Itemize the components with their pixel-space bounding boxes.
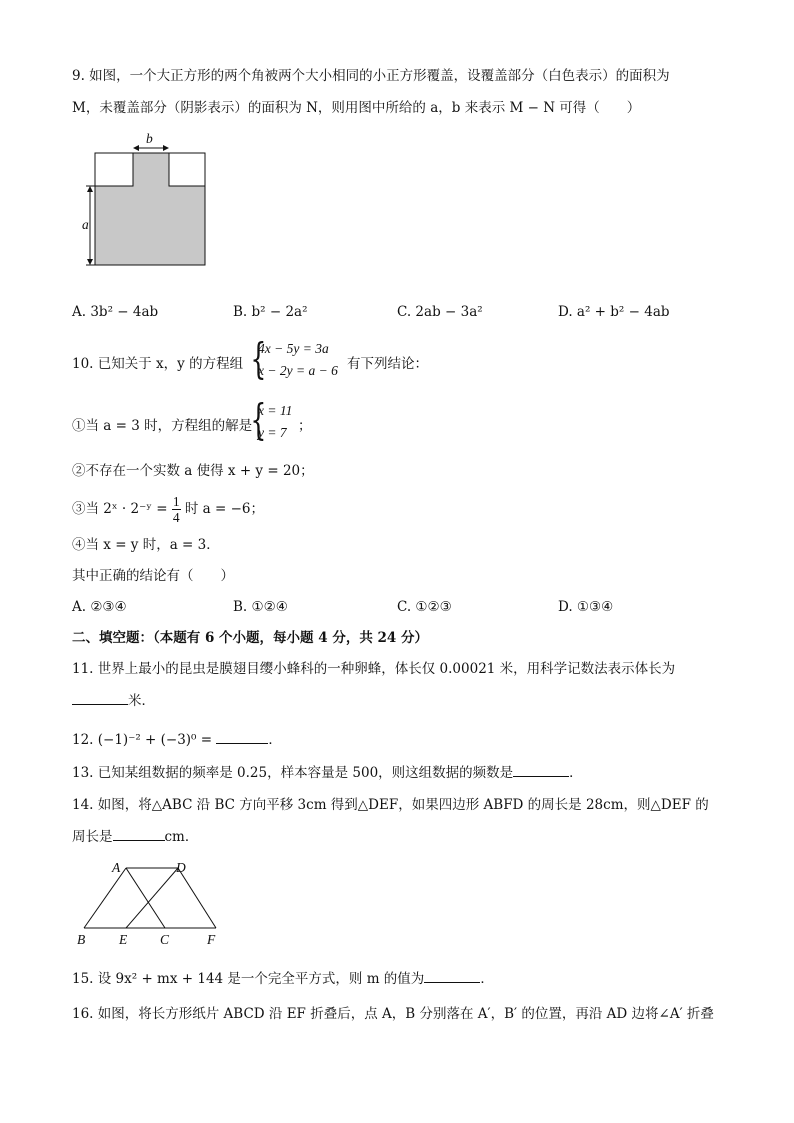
q10-c1-brace: { (250, 395, 267, 444)
q9-option-b: B. b² − 2a² (233, 304, 308, 320)
q10-stem-suffix: 有下列结论： (347, 356, 428, 372)
q10-c1-suffix: ； (298, 418, 312, 434)
q10-option-d: D. ①③④ (558, 599, 614, 615)
q9-stem-line1: 9. 如图，一个大正方形的两个角被两个大小相同的小正方形覆盖，设覆盖部分（白色表示）的面积为 (72, 68, 670, 84)
q10-option-c: C. ①②③ (397, 599, 452, 615)
q15-prefix: 15. 设 9x² + mx + 144 是一个完全平方式，则 m 的值为 (72, 971, 425, 987)
section-2-heading: 二、填空题：（本题有 6 个小题，每小题 4 分，共 24 分） (72, 630, 429, 646)
q10-eq1: 4x − 5y = 3a (258, 341, 329, 356)
q14-line1: 14. 如图，将△ABC 沿 BC 方向平移 3cm 得到△DEF，如果四边形 ABFD 的周长是 28cm，则△DEF 的 (72, 797, 709, 813)
q11-line2-suffix: 米． (128, 693, 155, 709)
q10-c3-numerator: 1 (172, 494, 180, 509)
q14-label-C: C (160, 932, 170, 947)
q10-c3-prefix: ③当 2ˣ · 2⁻ʸ = (72, 501, 168, 517)
q14-answer-blank[interactable] (113, 826, 165, 841)
q13-suffix: ． (569, 765, 583, 781)
q13-prefix: 13. 已知某组数据的频率是 0.25，样本容量是 500，则这组数据的频数是 (72, 765, 514, 781)
q10-stem-prefix: 10. 已知关于 x，y 的方程组 (72, 356, 244, 372)
q9-option-d: D. a² + b² − 4ab (558, 304, 670, 320)
q14-line2-prefix: 周长是 (72, 829, 113, 845)
q14-label-F: F (207, 932, 216, 947)
q10-conclusion-2: ②不存在一个实数 a 使得 x + y = 20； (72, 463, 314, 479)
q10-system (258, 338, 338, 382)
q12-suffix: ． (268, 732, 282, 748)
q11-line2 (72, 690, 155, 711)
q14-line2 (72, 826, 198, 847)
q14-label-B: B (77, 932, 86, 947)
q10-option-a: A. ②③④ (72, 599, 127, 615)
q12-answer-blank[interactable] (216, 729, 268, 744)
q10-c3-suffix: 时 a = −6； (184, 501, 264, 517)
q12-prefix: 12. (−1)⁻² + (−3)⁰ = (72, 732, 213, 748)
q9-option-c: C. 2ab − 3a² (397, 304, 483, 320)
q10-c3-fraction (172, 494, 181, 525)
q10-c1-eq1: x = 11 (258, 403, 293, 418)
q9-figure (78, 128, 213, 268)
q12-line (72, 729, 282, 750)
q16-line1: 16. 如图，将长方形纸片 ABCD 沿 EF 折叠后，点 A，B 分别落在 A′，B′ 的位置，再沿 AD 边将∠A′ 折叠 (72, 1006, 714, 1022)
q10-c1-eq2: y = 7 (258, 425, 287, 440)
q9-label-a: a (82, 217, 89, 232)
q14-label-E: E (119, 932, 128, 947)
q9-stem-line2: M，未覆盖部分（阴影表示）的面积为 N，则用图中所给的 a，b 来表示 M − N 可得（ ） (72, 100, 641, 116)
q10-ask: 其中正确的结论有（ ） (72, 568, 234, 584)
q9-option-a: A. 3b² − 4ab (72, 304, 159, 320)
q15-answer-blank[interactable] (424, 968, 480, 983)
q10-conclusion-3 (72, 492, 264, 526)
q9-label-b: b (146, 131, 153, 146)
q10-conclusion-4: ④当 x = y 时，a = 3． (72, 537, 220, 553)
q14-figure (80, 860, 225, 932)
q10-c1-solution (258, 400, 292, 444)
q10-c3-denominator: 4 (172, 510, 180, 525)
q15-suffix: ． (480, 971, 494, 987)
q13-line (72, 762, 583, 783)
q13-answer-blank[interactable] (513, 762, 569, 777)
q10-conclusion-1-prefix: ①当 a = 3 时，方程组的解是 (72, 418, 253, 434)
q11-answer-blank[interactable] (72, 690, 128, 705)
q10-eq2: x − 2y = a − 6 (258, 363, 338, 378)
q11-line1: 11. 世界上最小的昆虫是膜翅目缨小蜂科的一种卵蜂，体长仅 0.00021 米，用科学记数法表示体长为 (72, 661, 676, 677)
q14-label-D: D (176, 860, 186, 875)
q10-option-b: B. ①②④ (233, 599, 288, 615)
q10-system-brace: { (250, 334, 267, 383)
q14-line2-suffix: cm． (164, 829, 199, 845)
q14-label-A: A (112, 860, 121, 875)
q15-line (72, 968, 494, 989)
